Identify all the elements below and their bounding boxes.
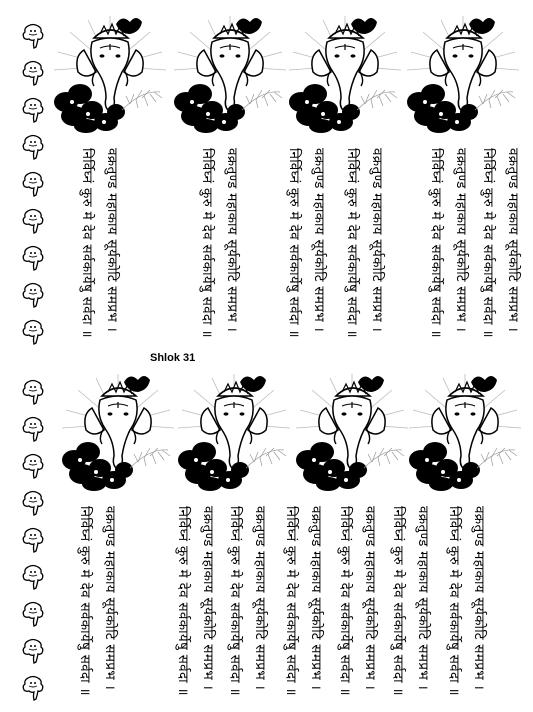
verse-block [278,506,328,696]
ganesha-with-hibiscus-icon [285,14,405,134]
shlok-panel [58,372,178,712]
verse-line-2: निर्विघ्नं कुरु मे देव सर्वकार्येषु सर्वदा ॥ [227,506,243,696]
ganesha-with-hibiscus-icon [174,372,294,492]
verse-line-2: निर्विघ्नं कुरु मे देव सर्वकार्येषु सर्वदा ॥ [199,148,215,338]
ganesha-mini-icon [20,22,46,50]
ganesha-with-hibiscus-icon [292,372,412,492]
verse-line-1: वक्रतुण्ड महाकाय सूर्यकोटि समप्रभ । [200,506,216,691]
shlok-panel [285,14,405,354]
verse-line-2: निर्विघ्नं कुरु मे देव सर्वकार्येषु सर्वदा ॥ [337,506,353,696]
shlok-panel [170,14,290,354]
verse-line-2: निर्विघ्नं कुरु मे देव सर्वकार्येषु सर्वदा ॥ [286,148,302,338]
ganesha-with-hibiscus-icon [50,14,170,134]
verse-block [222,506,272,696]
verse-line-1: वक्रतुण्ड महाकाय सूर्यकोटि समप्रभ । [362,506,378,691]
ganesha-mini-icon [20,415,46,443]
ganesha-mini-icon [20,452,46,480]
verse-line-1: वक्रतुण्ड महाकाय सूर्यकोटि समप्रभ । [415,506,431,691]
ganesha-mini-icon [20,96,46,124]
verse-block [475,148,525,338]
shlok-panel [50,14,170,354]
ganesha-mini-icon [20,489,46,517]
ganesha-mini-icon [20,244,46,272]
verse-line-2: निर्विघ्नं कुरु मे देव सर्वकार्येषु सर्वदा ॥ [344,148,360,338]
ganesha-with-hibiscus-icon [170,14,290,134]
ganesha-mini-icon [20,133,46,161]
verse-line-1: वक्रतुण्ड महाकाय सूर्यकोटि समप्रभ । [453,148,469,333]
ganesha-mini-icon [20,526,46,554]
shlok-number-label: Shlok 31 [150,352,196,364]
verse-block [194,148,244,338]
verse-block [339,148,389,338]
verse-block [332,506,382,696]
ganesha-mini-strip-top [18,22,48,355]
verse-line-2: निर्विघ्नं कुरु मे देव सर्वकार्येषु सर्वदा ॥ [428,148,444,338]
ganesha-mini-icon [20,207,46,235]
verse-line-2: निर्विघ्नं कुरु मे देव सर्वकार्येषु सर्वदा ॥ [480,148,496,338]
verse-block [423,148,473,338]
verse-block [441,506,491,696]
verse-line-1: वक्रतुण्ड महाकाय सूर्यकोटि समप्रभ । [311,148,327,333]
verse-line-1: वक्रतुण्ड महाकाय सूर्यकोटि समप्रभ । [224,148,240,333]
verse-line-2: निर्विघ्नं कुरु मे देव सर्वकार्येषु सर्वदा ॥ [390,506,406,696]
ganesha-mini-icon [20,318,46,346]
ganesha-mini-icon [20,637,46,665]
verse-block [385,506,435,696]
verse-line-1: वक्रतुण्ड महाकाय सूर्यकोटि समप्रभ । [102,506,118,691]
ganesha-with-hibiscus-icon [403,14,523,134]
ganesha-mini-strip-bottom [18,378,48,711]
verse-line-2: निर्विघ्नं कुरु मे देव सर्वकार्येषु सर्वदा ॥ [79,148,95,338]
ganesha-mini-icon [20,563,46,591]
verse-block [170,506,220,696]
verse-line-2: निर्विघ्नं कुरु मे देव सर्वकार्येषु सर्वदा ॥ [175,506,191,696]
ganesha-mini-icon [20,281,46,309]
shlok-panel [390,372,525,712]
ganesha-mini-icon [20,170,46,198]
verse-line-2: निर्विघ्नं कुरु मे देव सर्वकार्येषु सर्वदा ॥ [77,506,93,696]
verse-line-1: वक्रतुण्ड महाकाय सूर्यकोटि समप्रभ । [308,506,324,691]
verse-line-1: वक्रतुण्ड महाकाय सूर्यकोटि समप्रभ । [104,148,120,333]
ganesha-mini-icon [20,59,46,87]
ganesha-with-hibiscus-icon [405,372,525,492]
shlok-panel [403,14,523,354]
ganesha-mini-icon [20,674,46,702]
verse-line-2: निर्विघ्नं कुरु मे देव सर्वकार्येषु सर्वदा ॥ [283,506,299,696]
verse-block [281,148,331,338]
verse-block [72,506,122,696]
shlok-panel [174,372,294,712]
verse-line-1: वक्रतुण्ड महाकाय सूर्यकोटि समप्रभ । [369,148,385,333]
verse-block [74,148,124,338]
verse-line-1: वक्रतुण्ड महाकाय सूर्यकोटि समप्रभ । [505,148,521,333]
ganesha-mini-icon [20,378,46,406]
verse-line-1: वक्रतुण्ड महाकाय सूर्यकोटि समप्रभ । [471,506,487,691]
ganesha-mini-icon [20,600,46,628]
verse-line-2: निर्विघ्नं कुरु मे देव सर्वकार्येषु सर्वदा ॥ [446,506,462,696]
verse-line-1: वक्रतुण्ड महाकाय सूर्यकोटि समप्रभ । [252,506,268,691]
ganesha-with-hibiscus-icon [58,372,178,492]
